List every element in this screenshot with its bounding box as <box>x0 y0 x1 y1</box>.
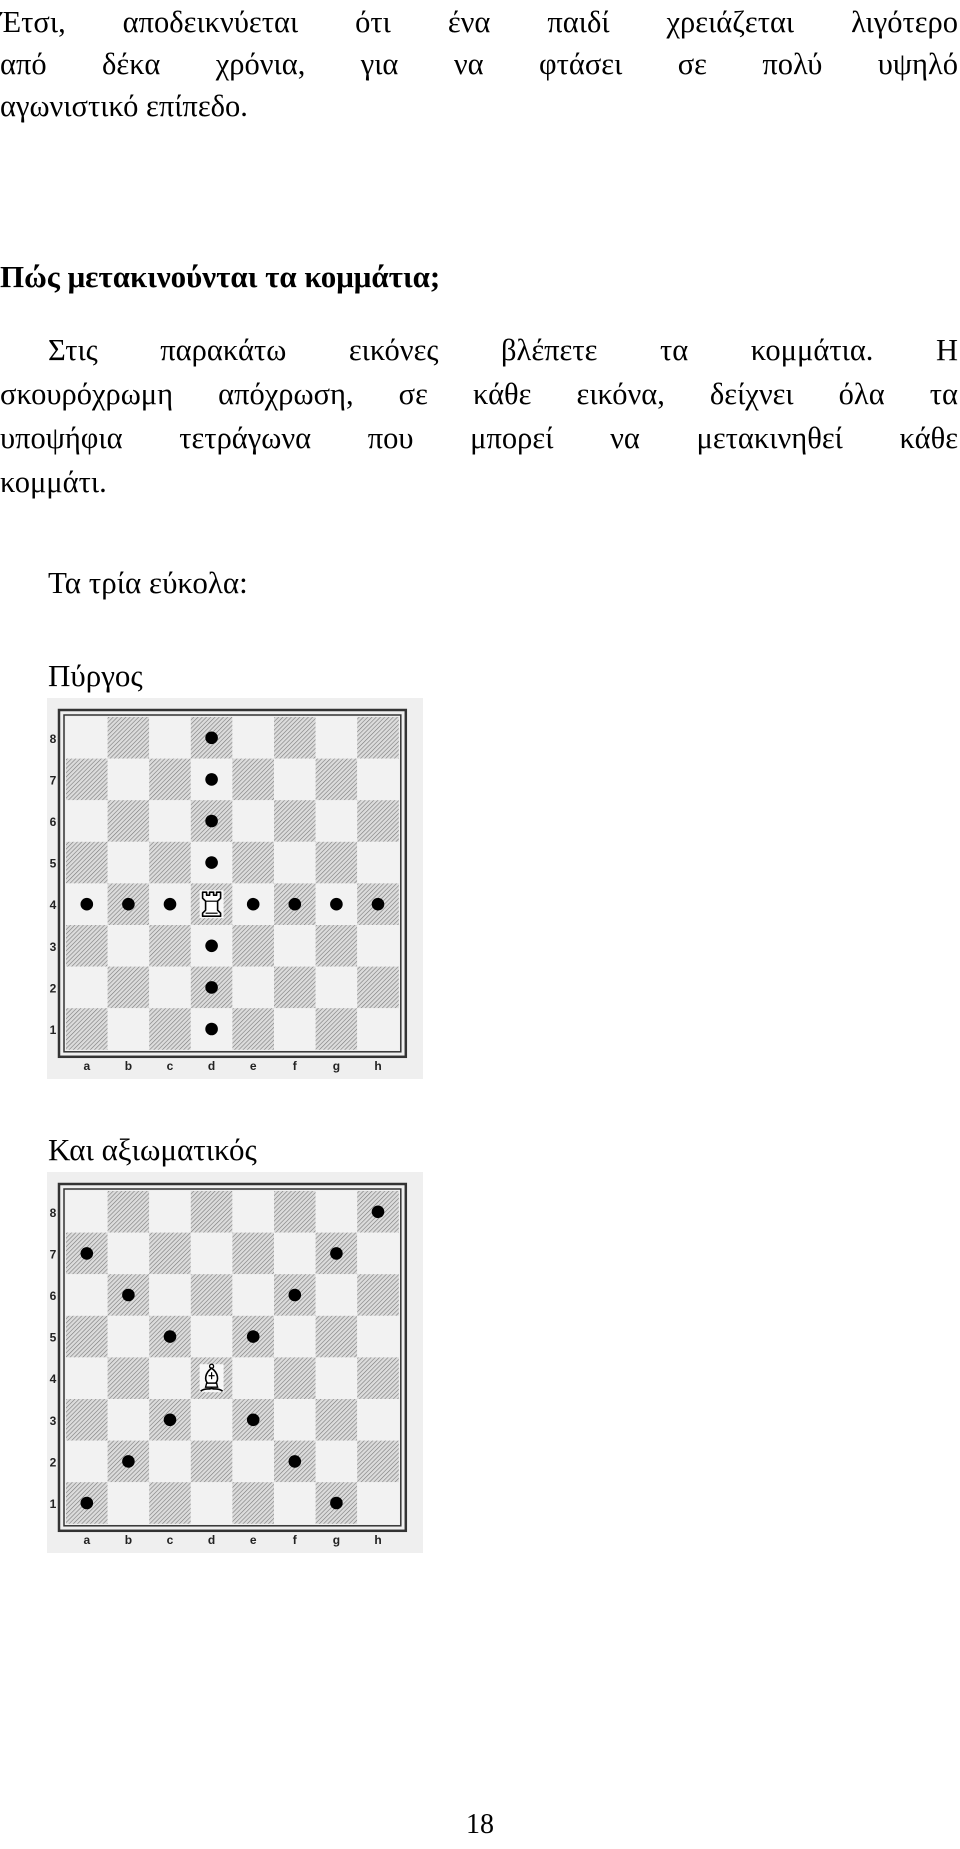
target-dot-b4 <box>122 898 135 911</box>
square-f7 <box>274 759 316 801</box>
square-g2 <box>316 967 358 1009</box>
square-c1 <box>149 1008 191 1050</box>
square-b7 <box>108 759 150 801</box>
file-label-f: f <box>292 1532 297 1547</box>
square-b7 <box>108 1233 150 1275</box>
rank-label-1: 1 <box>49 1497 57 1511</box>
square-a7 <box>66 759 108 801</box>
square-h3 <box>357 1399 399 1441</box>
rank-label-4: 4 <box>49 1372 57 1387</box>
square-h1 <box>357 1482 399 1524</box>
square-g7 <box>316 759 358 801</box>
paragraph1-line-1: Έτσι, αποδεικνύεται ότι ένα παιδί χρειάζεται λιγότερο <box>0 5 958 39</box>
square-c4 <box>149 1357 191 1399</box>
square-f5 <box>274 842 316 884</box>
rank-label-6: 6 <box>49 1289 57 1303</box>
file-label-e: e <box>249 1058 257 1073</box>
target-dot-g1 <box>330 1497 343 1510</box>
chessboard-svg <box>47 698 423 1079</box>
square-d8 <box>191 1191 233 1233</box>
square-f3 <box>274 925 316 967</box>
square-a2 <box>66 1441 108 1483</box>
square-g3 <box>316 1399 358 1441</box>
square-h5 <box>357 842 399 884</box>
square-b4 <box>108 1357 150 1399</box>
square-c8 <box>149 1191 191 1233</box>
square-f1 <box>274 1008 316 1050</box>
square-d5 <box>191 1316 233 1358</box>
rank-label-5: 5 <box>49 1330 57 1345</box>
chessboard-svg <box>47 1172 423 1553</box>
rank-label-7: 7 <box>49 773 57 788</box>
square-f8 <box>274 1191 316 1233</box>
square-h2 <box>357 1441 399 1483</box>
file-label-c: c <box>166 1532 174 1547</box>
square-g5 <box>316 1316 358 1358</box>
rank-label-8: 8 <box>49 1205 57 1220</box>
square-f4 <box>274 1357 316 1399</box>
square-g6 <box>316 800 358 842</box>
square-b2 <box>108 967 150 1009</box>
file-label-d: d <box>207 1058 216 1073</box>
square-e7 <box>232 1233 274 1275</box>
square-b6 <box>108 800 150 842</box>
square-e2 <box>232 1441 274 1483</box>
square-f2 <box>274 967 316 1009</box>
square-g8 <box>316 1191 358 1233</box>
square-e4 <box>232 1357 274 1399</box>
square-h1 <box>357 1008 399 1050</box>
square-h3 <box>357 925 399 967</box>
square-g2 <box>316 1441 358 1483</box>
square-c6 <box>149 1274 191 1316</box>
square-f7 <box>274 1233 316 1275</box>
rank-label-8: 8 <box>49 731 57 746</box>
square-f3 <box>274 1399 316 1441</box>
target-dot-g7 <box>330 1247 343 1260</box>
target-dot-d3 <box>205 940 218 953</box>
rank-label-4: 4 <box>49 898 57 913</box>
target-dot-g4 <box>330 898 343 911</box>
paragraph2-line-2: σκουρόχρωμη απόχρωση, σε κάθε εικόνα, δείχνει όλα τα <box>0 377 958 411</box>
square-c7 <box>149 759 191 801</box>
paragraph1-line-3: αγωνιστικό επίπεδο. <box>0 89 248 123</box>
target-dot-d2 <box>205 981 218 994</box>
square-b1 <box>108 1008 150 1050</box>
rank-label-3: 3 <box>49 939 57 954</box>
target-dot-a4 <box>81 898 94 911</box>
square-g3 <box>316 925 358 967</box>
board-caption-bishop: Και αξιωματικός <box>48 1132 257 1167</box>
target-dot-c5 <box>164 1330 177 1343</box>
section-heading: Πώς μετακινούνται τα κομμάτια; <box>0 259 441 294</box>
square-c5 <box>149 842 191 884</box>
page-number: 18 <box>466 1809 494 1840</box>
file-label-g: g <box>332 1532 341 1547</box>
square-g1 <box>316 1008 358 1050</box>
file-label-d: d <box>207 1532 216 1547</box>
target-dot-c3 <box>164 1414 177 1427</box>
square-g5 <box>316 842 358 884</box>
paragraph2-line-1: Στις παρακάτω εικόνες βλέπετε τα κομμάτια. Η <box>48 333 958 367</box>
file-label-h: h <box>374 1532 382 1547</box>
target-dot-d8 <box>205 732 218 745</box>
target-dot-e5 <box>247 1330 260 1343</box>
file-label-a: a <box>83 1532 91 1547</box>
square-h5 <box>357 1316 399 1358</box>
chessboard-bishop-diagram <box>47 1172 423 1553</box>
target-dot-d1 <box>205 1023 218 1036</box>
square-b5 <box>108 842 150 884</box>
square-h6 <box>357 800 399 842</box>
file-label-b: b <box>124 1532 133 1547</box>
target-dot-f4 <box>289 898 302 911</box>
square-h4 <box>357 1357 399 1399</box>
rank-label-7: 7 <box>49 1247 57 1262</box>
target-dot-b2 <box>122 1455 135 1468</box>
square-a5 <box>66 842 108 884</box>
square-c8 <box>149 717 191 759</box>
target-dot-d7 <box>205 773 218 786</box>
square-e1 <box>232 1008 274 1050</box>
square-h2 <box>357 967 399 1009</box>
square-a2 <box>66 967 108 1009</box>
square-e2 <box>232 967 274 1009</box>
target-dot-f6 <box>289 1289 302 1302</box>
square-c3 <box>149 925 191 967</box>
square-e6 <box>232 800 274 842</box>
target-dot-e4 <box>247 898 260 911</box>
square-e8 <box>232 717 274 759</box>
square-d1 <box>191 1482 233 1524</box>
square-a1 <box>66 1008 108 1050</box>
paragraph1-line-2: από δέκα χρόνια, για να φτάσει σε πολύ υψηλό <box>0 47 958 81</box>
chessboard-rook-diagram <box>47 698 423 1079</box>
square-h8 <box>357 717 399 759</box>
square-e5 <box>232 842 274 884</box>
square-h7 <box>357 759 399 801</box>
rank-label-2: 2 <box>49 981 57 996</box>
square-g8 <box>316 717 358 759</box>
square-d2 <box>191 1441 233 1483</box>
paragraph2-line-3: υποψήφια τετράγωνα που μπορεί να μετακινηθεί κάθε <box>0 421 958 455</box>
file-label-c: c <box>166 1058 174 1073</box>
target-dot-b6 <box>122 1289 135 1302</box>
square-e7 <box>232 759 274 801</box>
square-f6 <box>274 800 316 842</box>
square-b8 <box>108 717 150 759</box>
file-label-f: f <box>292 1058 297 1073</box>
intro-text: Τα τρία εύκολα: <box>48 565 248 600</box>
square-e1 <box>232 1482 274 1524</box>
rank-label-3: 3 <box>49 1413 57 1428</box>
rank-label-2: 2 <box>49 1455 57 1470</box>
target-dot-e3 <box>247 1414 260 1427</box>
square-g4 <box>316 1357 358 1399</box>
target-dot-h8 <box>372 1206 385 1219</box>
target-dot-h4 <box>372 898 385 911</box>
square-f5 <box>274 1316 316 1358</box>
rank-label-1: 1 <box>49 1023 57 1037</box>
square-c7 <box>149 1233 191 1275</box>
target-dot-d5 <box>205 856 218 869</box>
bishop-icon <box>200 1364 224 1392</box>
square-b5 <box>108 1316 150 1358</box>
square-e3 <box>232 925 274 967</box>
square-c1 <box>149 1482 191 1524</box>
square-f8 <box>274 717 316 759</box>
square-d7 <box>191 1233 233 1275</box>
square-b3 <box>108 1399 150 1441</box>
target-dot-a7 <box>81 1247 94 1260</box>
square-b8 <box>108 1191 150 1233</box>
square-a6 <box>66 800 108 842</box>
square-h7 <box>357 1233 399 1275</box>
square-a8 <box>66 1191 108 1233</box>
square-a3 <box>66 925 108 967</box>
square-a8 <box>66 717 108 759</box>
target-dot-d6 <box>205 815 218 828</box>
square-d6 <box>191 1274 233 1316</box>
rank-label-6: 6 <box>49 815 57 829</box>
board-caption-rook: Πύργος <box>48 658 143 693</box>
file-label-b: b <box>124 1058 133 1073</box>
square-a6 <box>66 1274 108 1316</box>
file-label-g: g <box>332 1058 341 1073</box>
square-g6 <box>316 1274 358 1316</box>
rank-label-5: 5 <box>49 856 57 871</box>
target-dot-f2 <box>289 1455 302 1468</box>
square-h6 <box>357 1274 399 1316</box>
file-label-h: h <box>374 1058 382 1073</box>
square-a4 <box>66 1357 108 1399</box>
square-f1 <box>274 1482 316 1524</box>
rook-icon <box>200 890 224 918</box>
square-b3 <box>108 925 150 967</box>
square-c6 <box>149 800 191 842</box>
square-c2 <box>149 1441 191 1483</box>
square-a3 <box>66 1399 108 1441</box>
square-b1 <box>108 1482 150 1524</box>
square-e8 <box>232 1191 274 1233</box>
square-d3 <box>191 1399 233 1441</box>
square-a5 <box>66 1316 108 1358</box>
file-label-a: a <box>83 1058 91 1073</box>
square-e6 <box>232 1274 274 1316</box>
paragraph2-line-4: κομμάτι. <box>0 465 107 499</box>
target-dot-c4 <box>164 898 177 911</box>
file-label-e: e <box>249 1532 257 1547</box>
target-dot-a1 <box>81 1497 94 1510</box>
square-c2 <box>149 967 191 1009</box>
